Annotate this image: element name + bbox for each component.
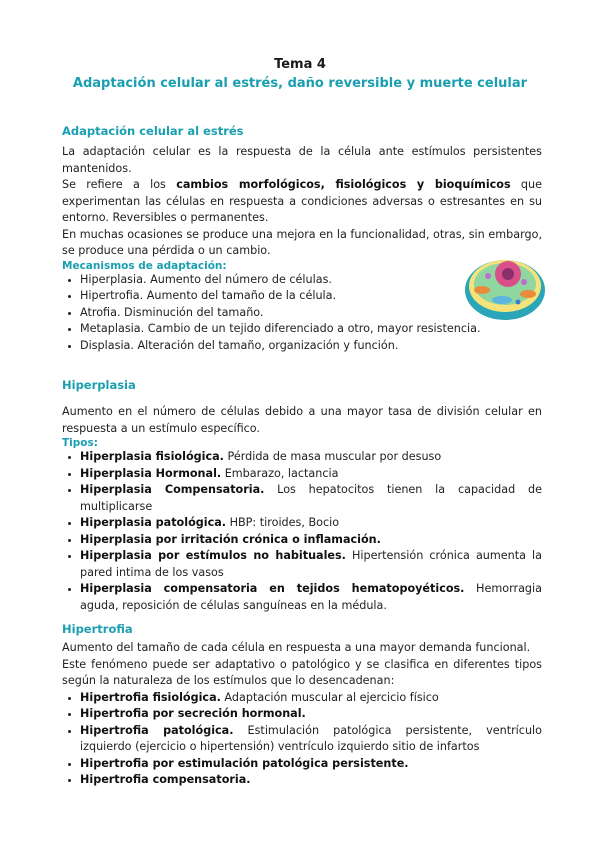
topic-title: Tema 4 (274, 57, 326, 72)
subheading: Tipos: (62, 437, 98, 449)
paragraph: Se refiere a los cambios morfológicos, fisiológicos y bioquímicos que experimentan las células en respuesta a condiciones adversas o estresantes en su entorno. Reversibles o permanentes. (62, 178, 543, 224)
list-item: • Atrofia. Disminución del tamaño. (80, 305, 470, 322)
paragraph: Aumento del tamaño de cada célula en respuesta a una mayor demanda funcional. (62, 641, 531, 654)
list-item: • Metaplasia. Cambio de un tejido diferenciado a otro, mayor resistencia. (80, 321, 470, 338)
section-heading: Hiperplasia (62, 378, 136, 392)
section-hipertrofia (62, 622, 542, 789)
subheading: Mecanismos de adaptación: (62, 259, 227, 272)
list-item: • Hiperplasia por estímulos no habituales. Hipertensión crónica aumenta la pared intima de los vasos (80, 548, 542, 581)
hiperplasia-types-list (62, 449, 542, 614)
section-heading: Adaptación celular al estrés (62, 124, 244, 138)
list-item: • Hipertrofia fisiológica. Adaptación muscular al ejercicio físico (80, 690, 542, 707)
list-item: • Displasia. Alteración del tamaño, organización y función. (80, 338, 470, 355)
list-item: • Hipertrofia patológica. Estimulación patológica persistente, ventrículo izquierdo (ejercicio o hipertensión) ventrículo izquierdo sitio de infartos (80, 723, 542, 756)
paragraph: Este fenómeno puede ser adaptativo o patológico y se clasifica en diferentes tipos según la naturaleza de los estímulos que lo desencadenan: (62, 657, 542, 687)
list-item: • Hiperplasia patológica. HBP: tiroides, Bocio (80, 515, 542, 532)
list-item: • Hipertrofia. Aumento del tamaño de la célula. (80, 288, 470, 305)
cell-illustration (462, 246, 548, 326)
section-heading: Hipertrofia (62, 622, 133, 636)
document-title: Adaptación celular al estrés, daño reversible y muerte celular (72, 76, 528, 91)
list-item: • Hiperplasia Compensatoria. Los hepatocitos tienen la capacidad de multiplicarse (80, 482, 542, 515)
hipertrofia-types-list (62, 690, 542, 789)
list-item: • Hipertrofia compensatoria. (80, 772, 542, 789)
paragraph: Aumento en el número de células debido a una mayor tasa de división celular en respuesta a un estímulo específico. (62, 405, 542, 435)
list-item: • Hipertrofia por secreción hormonal. (80, 706, 542, 723)
list-item: • Hiperplasia por irritación crónica o inflamación. (80, 532, 542, 549)
list-item: • Hipertrofia por estimulación patológica persistente. (80, 756, 542, 773)
section-hiperplasia (62, 378, 542, 614)
list-item: • Hiperplasia Hormonal. Embarazo, lactancia (80, 466, 542, 483)
mechanisms-list (62, 272, 481, 355)
list-item: • Hiperplasia compensatoria en tejidos hematopoyéticos. Hemorragia aguda, reposición de células sanguíneas en la médula. (80, 581, 542, 614)
paragraph: La adaptación celular es la respuesta de la célula ante estímulos persistentes mantenidos. (62, 145, 542, 175)
paragraph: En muchas ocasiones se produce una mejora en la funcionalidad, otras, sin embargo, se produce una pérdida o un cambio. (62, 227, 542, 257)
list-item: • Hiperplasia. Aumento del número de células. (80, 272, 470, 289)
list-item: • Hiperplasia fisiológica. Pérdida de masa muscular por desuso (80, 449, 542, 466)
